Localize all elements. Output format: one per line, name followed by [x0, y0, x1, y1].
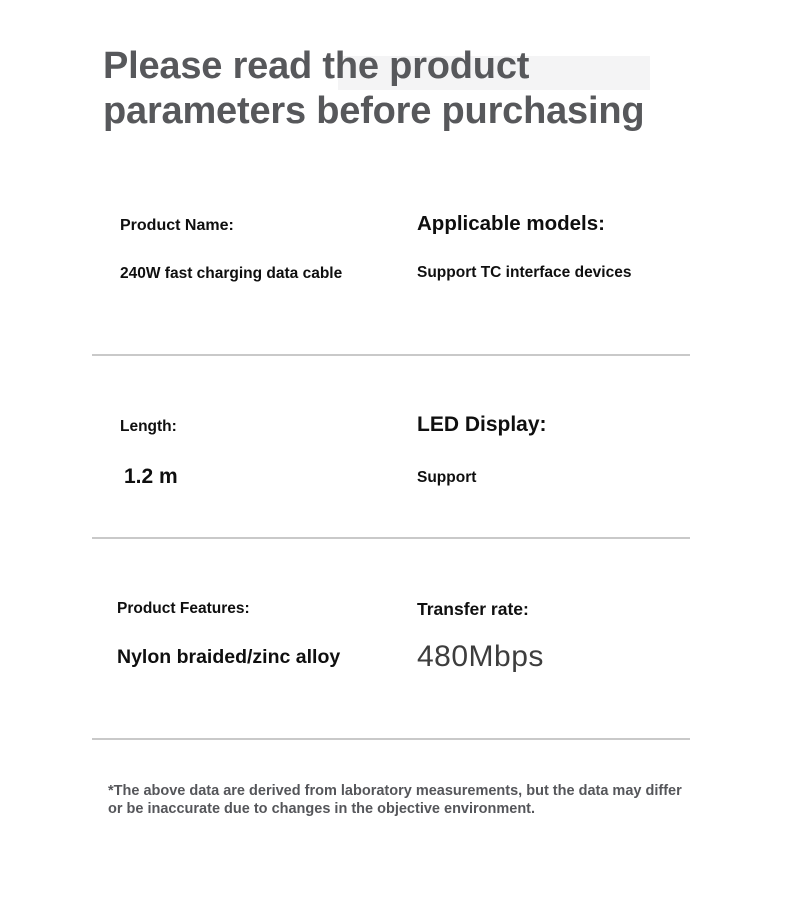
spec-label: Transfer rate: [417, 599, 529, 619]
spec-value: 240W fast charging data cable [120, 265, 343, 282]
spec-value: 480Mbps [417, 640, 544, 673]
spec-label: Product Name: [120, 217, 234, 234]
page-title [103, 44, 644, 134]
spec-length [120, 418, 178, 489]
page-title-line2: parameters before purchasing [103, 90, 645, 132]
spec-transfer-rate [417, 599, 544, 674]
section-divider [92, 354, 690, 356]
section-divider [92, 738, 690, 740]
spec-led-display [417, 413, 547, 487]
spec-value: Support [417, 469, 477, 486]
spec-label: Product Features: [117, 600, 250, 617]
spec-applicable-models [417, 212, 631, 282]
disclaimer-footnote: *The above data are derived from laboratory measurements, but the data may differ or be inaccurate due to changes in the objective environment. [108, 783, 682, 817]
spec-label: LED Display: [417, 413, 547, 436]
spec-value: Support TC interface devices [417, 264, 632, 281]
spec-product-name [120, 217, 342, 283]
spec-label: Applicable models: [417, 212, 605, 235]
page-title-line1: Please read the product [103, 45, 530, 87]
spec-value: 1.2 m [124, 465, 178, 488]
spec-value: Nylon braided/zinc alloy [117, 646, 341, 668]
section-divider [92, 537, 690, 539]
spec-label: Length: [120, 418, 177, 435]
spec-product-features [117, 600, 340, 669]
